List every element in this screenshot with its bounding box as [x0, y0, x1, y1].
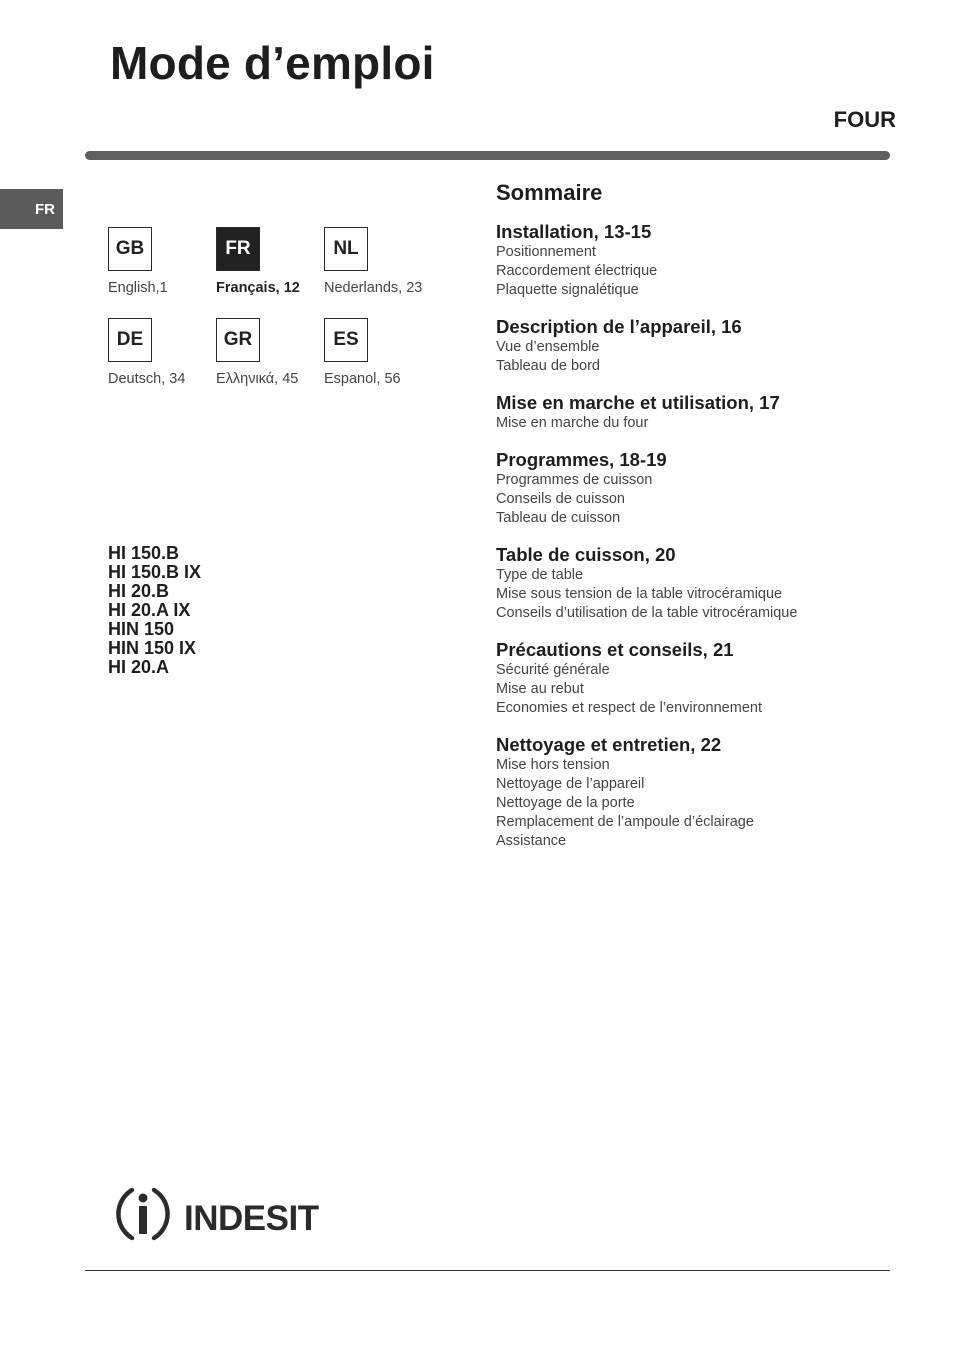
footer-divider: [85, 1270, 890, 1271]
language-label: Nederlands, 23: [324, 280, 423, 296]
model-item: HI 20.A: [108, 657, 170, 677]
toc-item[interactable]: Programmes de cuisson: [496, 472, 653, 488]
model-item: HIN 150: [108, 619, 175, 639]
toc-section-precautions: [496, 639, 896, 718]
language-gb[interactable]: [108, 227, 223, 296]
language-nl[interactable]: [324, 227, 439, 296]
toc-section-title[interactable]: Table de cuisson, 20: [496, 544, 676, 565]
svg-text:INDESIT: INDESIT: [184, 1199, 319, 1238]
toc-section-table-de-cuisson: [496, 544, 896, 623]
indesit-logo-icon: [114, 1182, 354, 1248]
toc-section-title[interactable]: Mise en marche et utilisation, 17: [496, 392, 780, 413]
toc-item[interactable]: Conseils de cuisson: [496, 491, 625, 507]
language-label: Deutsch, 34: [108, 371, 186, 387]
language-de[interactable]: [108, 318, 223, 387]
toc-item[interactable]: Mise au rebut: [496, 681, 584, 697]
toc-item[interactable]: Tableau de cuisson: [496, 510, 621, 526]
toc-item[interactable]: Mise sous tension de la table vitrocéramique: [496, 586, 783, 602]
toc-section-installation: [496, 221, 896, 300]
language-fr[interactable]: [216, 227, 331, 296]
language-label: Français, 12: [216, 280, 300, 296]
toc-section-title[interactable]: Nettoyage et entretien, 22: [496, 734, 722, 755]
toc-section-title[interactable]: Installation, 13-15: [496, 221, 652, 242]
toc-section-description: [496, 316, 896, 376]
toc-item[interactable]: Conseils d’utilisation de la table vitrocéramique: [496, 605, 798, 621]
toc-item[interactable]: Mise hors tension: [496, 757, 610, 773]
model-item: HI 150.B: [108, 543, 180, 563]
toc-item[interactable]: Nettoyage de la porte: [496, 795, 635, 811]
toc-section-mise-en-marche: [496, 392, 896, 433]
toc-item[interactable]: Nettoyage de l’appareil: [496, 776, 645, 792]
table-of-contents: [496, 180, 896, 867]
toc-item[interactable]: Tableau de bord: [496, 358, 600, 374]
toc-item[interactable]: Sécurité générale: [496, 662, 610, 678]
language-es[interactable]: [324, 318, 439, 387]
toc-item[interactable]: Mise en marche du four: [496, 415, 649, 431]
model-item: HI 150.B IX: [108, 562, 202, 582]
model-item: HI 20.B: [108, 581, 170, 601]
header-divider: [85, 151, 890, 160]
toc-item[interactable]: Economies et respect de l’environnement: [496, 700, 762, 716]
indesit-logo: [114, 1182, 354, 1253]
language-tab: FR: [0, 189, 63, 229]
model-list: [108, 544, 201, 677]
toc-item[interactable]: Remplacement de l’ampoule d’éclairage: [496, 814, 754, 830]
toc-item[interactable]: Plaquette signalétique: [496, 282, 639, 298]
toc-item[interactable]: Assistance: [496, 833, 567, 849]
model-item: HI 20.A IX: [108, 600, 191, 620]
language-label: Ελληνικά, 45: [216, 371, 299, 387]
toc-section-nettoyage: [496, 734, 896, 851]
language-label: English,1: [108, 280, 168, 296]
language-label: Espanol, 56: [324, 371, 401, 387]
toc-item[interactable]: Vue d’ensemble: [496, 339, 600, 355]
toc-title: Sommaire: [496, 180, 603, 205]
toc-item[interactable]: Type de table: [496, 567, 584, 583]
toc-item[interactable]: Positionnement: [496, 244, 596, 260]
model-item: HIN 150 IX: [108, 638, 197, 658]
toc-section-title[interactable]: Programmes, 18-19: [496, 449, 667, 470]
language-gr[interactable]: [216, 318, 331, 387]
language-code-box: FR: [216, 227, 260, 271]
language-code-box: GR: [216, 318, 260, 362]
toc-section-programmes: [496, 449, 896, 528]
language-code-box: ES: [324, 318, 368, 362]
toc-section-title[interactable]: Précautions et conseils, 21: [496, 639, 734, 660]
product-label: FOUR: [833, 107, 896, 132]
language-code-box: DE: [108, 318, 152, 362]
toc-section-title[interactable]: Description de l’appareil, 16: [496, 316, 742, 337]
toc-item[interactable]: Raccordement électrique: [496, 263, 658, 279]
language-code-box: NL: [324, 227, 368, 271]
page-title: Mode d’emploi: [110, 37, 435, 89]
language-code-box: GB: [108, 227, 152, 271]
